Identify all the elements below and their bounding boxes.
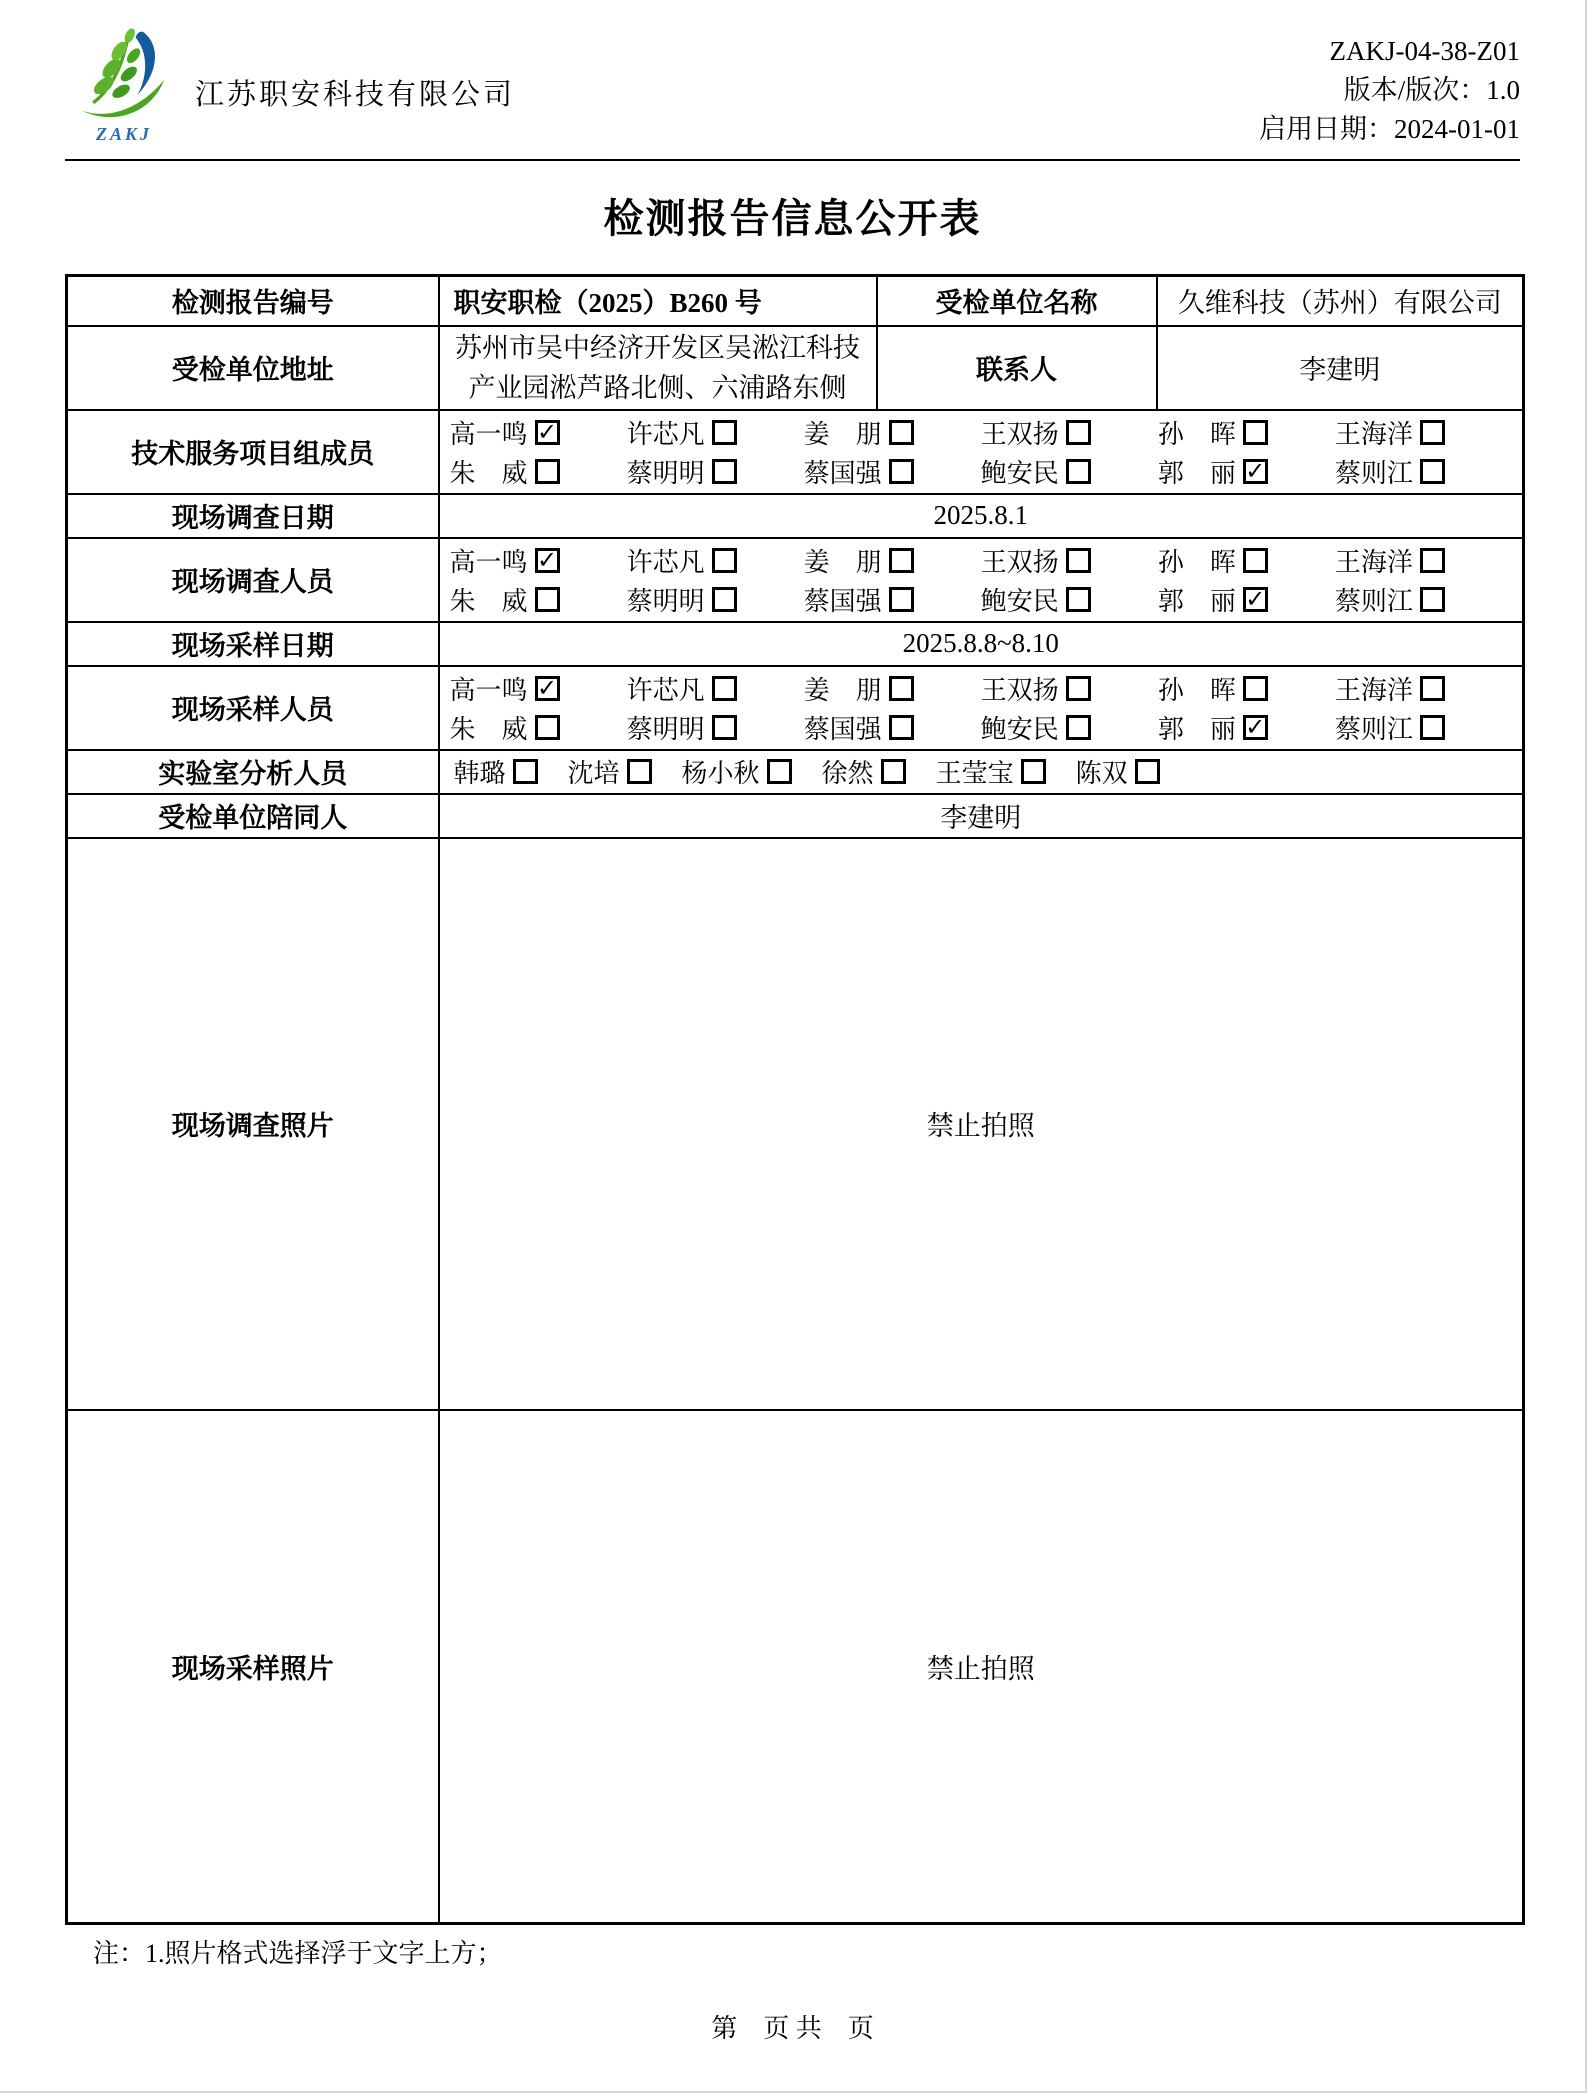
person-name: 鲍安民 [980,714,1059,744]
person-item [450,453,627,490]
person-item [450,414,627,451]
person-name: 陈双 [1075,759,1128,788]
checkbox-unchecked-icon[interactable] [889,459,914,484]
checkbox-unchecked-icon[interactable] [627,759,652,784]
checkbox-unchecked-icon[interactable] [1066,420,1091,445]
leaf-swoosh-logo-icon [74,26,174,122]
person-name: 蔡明明 [626,586,705,616]
person-item [822,753,906,790]
checkbox-unchecked-icon[interactable] [712,459,737,484]
sampling-photo-value: 禁止拍照 [439,1410,1524,1924]
sampling-staff-label: 现场采样人员 [67,666,439,750]
person-name: 徐然 [821,759,874,788]
unit-address-value [439,326,877,410]
person-item [627,542,804,579]
address-line-2: 产业园淞芦路北侧、六浦路东侧 [468,372,847,403]
person-name: 蔡国强 [803,714,882,744]
table-row [67,494,1524,538]
person-name: 郭 丽 [1157,714,1236,744]
person-item [1335,670,1512,707]
checkbox-unchecked-icon[interactable] [712,715,737,740]
table-row [67,276,1524,326]
companion-value: 李建明 [439,794,1524,838]
person-name: 王海洋 [1334,675,1413,705]
person-name: 朱 威 [449,586,528,616]
checkbox-unchecked-icon[interactable] [1420,420,1445,445]
person-name: 王莹宝 [935,759,1014,788]
checkbox-unchecked-icon[interactable] [889,676,914,701]
checkbox-unchecked-icon[interactable] [1066,548,1091,573]
logo-text: ZAKJ [95,124,152,144]
person-name: 王双扬 [980,419,1059,449]
person-item [804,581,981,618]
person-name: 高一鸣 [449,419,528,449]
person-item [804,670,981,707]
team-members-line2 [450,452,1513,491]
sampling-staff-line1 [450,669,1513,708]
person-item [1335,542,1512,579]
person-name: 王双扬 [980,675,1059,705]
person-name: 许芯凡 [626,547,705,577]
checkbox-unchecked-icon[interactable] [1021,759,1046,784]
sampling-staff-line2 [450,708,1513,747]
person-item [627,670,804,707]
person-name: 蔡明明 [626,714,705,744]
checkbox-unchecked-icon[interactable] [889,420,914,445]
survey-date-label: 现场调查日期 [67,494,439,538]
checkbox-unchecked-icon[interactable] [881,759,906,784]
survey-date-value: 2025.8.1 [439,494,1524,538]
person-item [981,670,1158,707]
person-name: 蔡国强 [803,586,882,616]
person-item [568,753,652,790]
companion-label: 受检单位陪同人 [67,794,439,838]
person-item [804,709,981,746]
table-row [67,666,1524,750]
lab-staff-cell [439,750,1524,794]
person-name: 鲍安民 [980,458,1059,488]
person-item [1335,581,1512,618]
person-item [1158,542,1335,579]
person-name: 孙 晖 [1157,675,1236,705]
checkbox-unchecked-icon[interactable] [1066,459,1091,484]
address-line-1: 苏州市吴中经济开发区吴淞江科技 [455,332,860,363]
person-name: 朱 威 [449,458,528,488]
checkbox-unchecked-icon[interactable] [1243,548,1268,573]
person-name: 姜 朋 [803,547,882,577]
checkbox-checked-icon[interactable]: ✓ [1243,587,1268,612]
survey-photo-value: 禁止拍照 [439,838,1524,1410]
person-item [1158,414,1335,451]
page-number-footer: 第 页 共 页 [711,2014,874,2043]
checkbox-unchecked-icon[interactable] [712,676,737,701]
person-name: 沈培 [567,759,620,788]
page-header [65,26,1520,161]
contact-label: 联系人 [877,326,1157,410]
person-name: 高一鸣 [449,675,528,705]
checkbox-unchecked-icon[interactable] [767,759,792,784]
checkbox-unchecked-icon[interactable] [889,715,914,740]
person-item [981,453,1158,490]
sampling-date-label: 现场采样日期 [67,622,439,666]
person-item [804,453,981,490]
checkbox-unchecked-icon[interactable] [1066,715,1091,740]
person-item [627,453,804,490]
person-item [450,581,627,618]
person-name: 郭 丽 [1157,586,1236,616]
person-item [1335,709,1512,746]
page-title: 检测报告信息公开表 [603,196,982,241]
checkbox-unchecked-icon[interactable] [535,715,560,740]
person-name: 许芯凡 [626,675,705,705]
table-row [67,838,1524,1410]
checkbox-unchecked-icon[interactable] [535,459,560,484]
person-item [682,753,792,790]
person-item [1158,709,1335,746]
person-item [1335,414,1512,451]
survey-staff-line1 [450,541,1513,580]
survey-staff-line2 [450,580,1513,619]
sampling-date-value: 2025.8.8~8.10 [439,622,1524,666]
checkbox-unchecked-icon[interactable] [889,587,914,612]
checkbox-checked-icon[interactable]: ✓ [1243,459,1268,484]
person-item [450,670,627,707]
checkbox-unchecked-icon[interactable] [535,587,560,612]
checkbox-unchecked-icon[interactable] [1135,759,1160,784]
report-no-label: 检测报告编号 [67,276,439,326]
checkbox-unchecked-icon[interactable] [1066,676,1091,701]
person-name: 王海洋 [1334,419,1413,449]
checkbox-checked-icon[interactable]: ✓ [535,548,560,573]
checkbox-unchecked-icon[interactable] [1420,715,1445,740]
person-name: 鲍安民 [980,586,1059,616]
footnote: 注：1.照片格式选择浮于文字上方； [93,1939,503,1968]
person-item [936,753,1046,790]
person-name: 朱 威 [449,714,528,744]
person-name: 姜 朋 [803,675,882,705]
checkbox-checked-icon[interactable]: ✓ [535,420,560,445]
person-item [1076,753,1160,790]
team-label: 技术服务项目组成员 [67,410,439,494]
checkbox-unchecked-icon[interactable] [1420,676,1445,701]
person-name: 蔡明明 [626,458,705,488]
table-row [67,794,1524,838]
person-name: 孙 晖 [1157,547,1236,577]
checkbox-unchecked-icon[interactable] [1420,459,1445,484]
person-name: 郭 丽 [1157,458,1236,488]
checkbox-unchecked-icon[interactable] [1420,548,1445,573]
person-item [804,542,981,579]
table-row [67,410,1524,494]
checkbox-unchecked-icon[interactable] [1420,587,1445,612]
person-item [804,414,981,451]
team-members-cell [439,410,1524,494]
sampling-staff-cell [439,666,1524,750]
doc-enable-date: 启用日期：2024-01-01 [1259,114,1520,144]
table-row [67,622,1524,666]
person-name: 韩璐 [453,759,506,788]
checkbox-checked-icon[interactable]: ✓ [1243,715,1268,740]
doc-version: 版本/版次：1.0 [1343,75,1520,105]
person-name: 蔡则江 [1334,586,1413,616]
person-name: 孙 晖 [1157,419,1236,449]
checkbox-unchecked-icon[interactable] [1243,420,1268,445]
person-item [450,542,627,579]
lab-staff-label: 实验室分析人员 [67,750,439,794]
doc-info-block [1259,26,1520,149]
person-name: 蔡则江 [1334,458,1413,488]
person-item [981,709,1158,746]
person-item [1335,453,1512,490]
disclosure-form-table [65,274,1525,1925]
table-row [67,326,1524,410]
table-row [67,750,1524,794]
checkbox-unchecked-icon[interactable] [1066,587,1091,612]
unit-name-label: 受检单位名称 [877,276,1157,326]
person-item [627,414,804,451]
company-name: 江苏职安科技有限公司 [195,79,516,111]
person-item [627,581,804,618]
person-item [1158,670,1335,707]
table-row [67,1410,1524,1924]
person-name: 姜 朋 [803,419,882,449]
person-name: 王双扬 [980,547,1059,577]
sampling-photo-label: 现场采样照片 [67,1410,439,1924]
person-item [981,414,1158,451]
checkbox-unchecked-icon[interactable] [712,420,737,445]
table-row [67,538,1524,622]
checkbox-unchecked-icon[interactable] [1243,676,1268,701]
person-item [1158,453,1335,490]
person-name: 许芯凡 [626,419,705,449]
checkbox-unchecked-icon[interactable] [513,759,538,784]
person-item [454,753,538,790]
checkbox-checked-icon[interactable]: ✓ [535,676,560,701]
survey-staff-label: 现场调查人员 [67,538,439,622]
company-logo [65,26,183,145]
team-members-line1 [450,413,1513,452]
person-name: 杨小秋 [681,759,760,788]
unit-name-value: 久维科技（苏州）有限公司 [1157,276,1524,326]
checkbox-unchecked-icon[interactable] [889,548,914,573]
doc-code: ZAKJ-04-38-Z01 [1329,36,1520,66]
report-no-value: 职安职检（2025）B260 号 [439,276,877,326]
checkbox-unchecked-icon[interactable] [712,548,737,573]
person-item [981,542,1158,579]
survey-photo-label: 现场调查照片 [67,838,439,1410]
person-item [981,581,1158,618]
person-item [627,709,804,746]
contact-value: 李建明 [1157,326,1524,410]
person-item [1158,581,1335,618]
person-name: 高一鸣 [449,547,528,577]
unit-address-label: 受检单位地址 [67,326,439,410]
person-item [450,709,627,746]
survey-staff-cell [439,538,1524,622]
checkbox-unchecked-icon[interactable] [712,587,737,612]
person-name: 蔡国强 [803,458,882,488]
person-name: 蔡则江 [1334,714,1413,744]
person-name: 王海洋 [1334,547,1413,577]
lab-staff-line [440,751,1523,793]
